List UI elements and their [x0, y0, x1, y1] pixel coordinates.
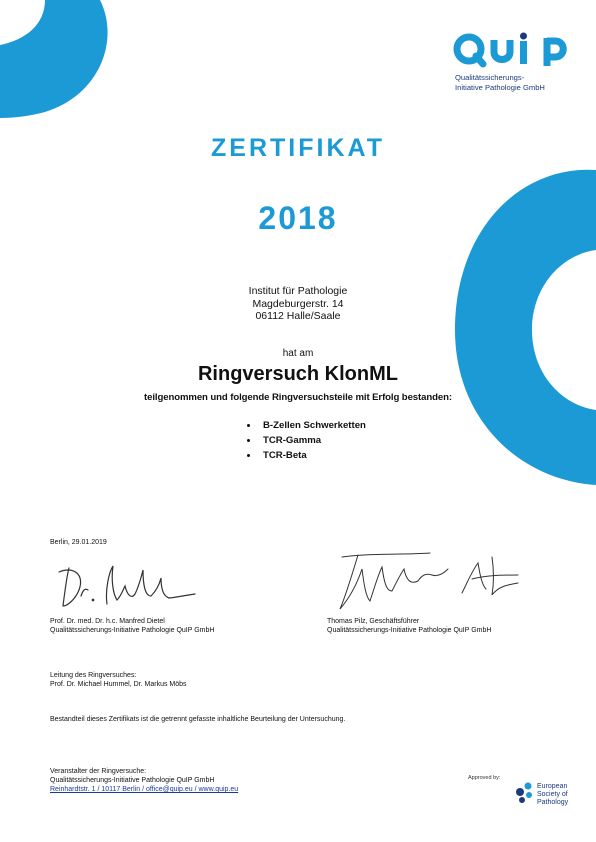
quip-logo — [452, 32, 568, 68]
list-item: TCR-Beta — [245, 448, 366, 463]
signature-dietel — [55, 560, 205, 612]
institute-address — [0, 285, 596, 323]
logo-wordmark: QuiP — [452, 32, 455, 33]
esp-line2: Society of — [537, 791, 568, 798]
signer2-org: Qualitätssicherungs-Initiative Pathologie QuIP GmbH — [327, 627, 492, 634]
esp-line3: Pathology — [537, 799, 569, 806]
institute-name: Institut für Pathologie — [248, 285, 348, 297]
logo-subtitle-line1: Qualitätssicherungs- — [455, 73, 525, 82]
logo-subtitle-line2: Initiative Pathologie GmbH — [455, 83, 545, 92]
issue-date: Berlin, 29.01.2019 — [50, 539, 107, 546]
attachment-note: Bestandteil dieses Zertifikats ist die getrennt gefasste inhaltliche Beurteilung der Untersuchung. — [50, 716, 346, 723]
signer1-block — [50, 617, 214, 635]
logo-subtitle — [455, 73, 585, 93]
certificate-year: 2018 — [258, 200, 338, 236]
esp-logo-icon — [513, 781, 535, 805]
signer2-block — [327, 617, 491, 635]
contact-link[interactable]: Reinhardtstr. 1 / 10117 Berlin / office@quip.eu / www.quip.eu — [50, 786, 239, 793]
passed-text: teilgenommen und folgende Ringversuchsteile mit Erfolg bestanden: — [143, 392, 452, 403]
ring-trial-name: Ringversuch KlonML — [197, 363, 398, 385]
institute-street: Magdeburgerstr. 14 — [252, 297, 344, 310]
trial-lead-names: Prof. Dr. Michael Hummel, Dr. Markus Möbs — [50, 681, 187, 688]
esp-name — [537, 783, 568, 807]
organizer-label: Veranstalter der Ringversuche: — [50, 768, 147, 775]
list-item: B-Zellen Schwerketten — [245, 418, 366, 433]
signature-pilz — [322, 545, 522, 615]
organizer-name: Qualitätssicherungs-Initiative Pathologie QuIP GmbH — [50, 777, 215, 784]
institute-city: 06112 Halle/Saale — [255, 310, 341, 322]
approved-by-label: Approved by: — [468, 775, 501, 781]
trial-lead-block — [50, 671, 187, 689]
intro-text: hat am — [282, 348, 314, 359]
esp-line1: European — [537, 783, 568, 790]
signer1-org: Qualitätssicherungs-Initiative Pathologie QuIP GmbH — [50, 627, 215, 634]
test-list — [245, 418, 366, 463]
trial-lead-label: Leitung des Ringversuches: — [50, 672, 137, 679]
signer1-name: Prof. Dr. med. Dr. h.c. Manfred Dietel — [50, 618, 165, 625]
organizer-block — [50, 767, 238, 794]
certificate-title: ZERTIFIKAT — [211, 134, 385, 162]
list-item: TCR-Gamma — [245, 433, 366, 448]
top-left-arc — [0, 0, 108, 118]
signer2-name: Thomas Pilz, Geschäftsführer — [327, 618, 420, 625]
